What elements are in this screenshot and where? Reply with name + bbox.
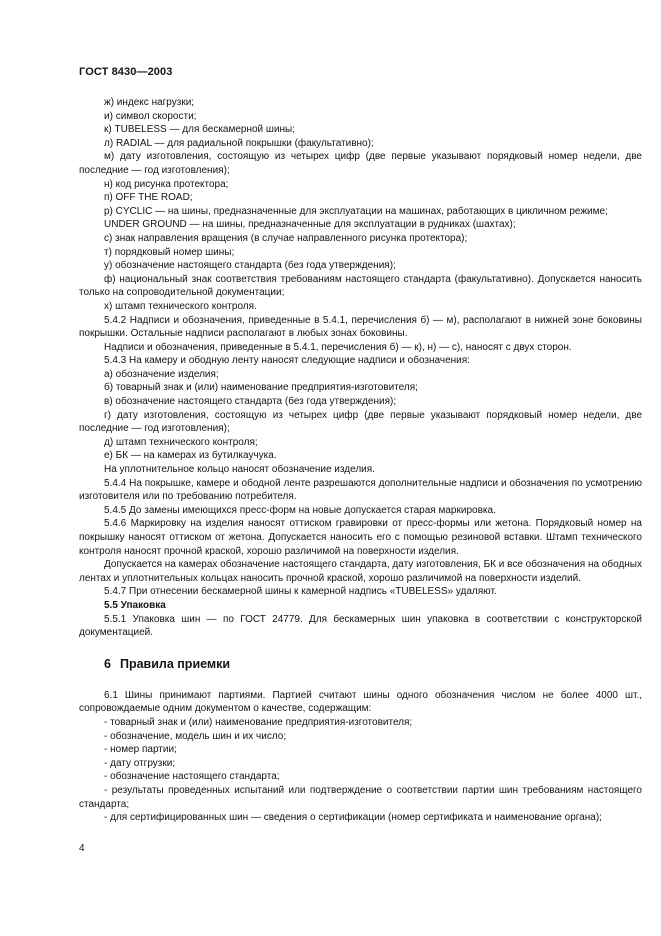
bullet-item: - обозначение, модель шин и их число; xyxy=(104,730,287,742)
paragraph-5-4-3: 5.4.3 На камеру и ободную ленту наносят следующие надписи и обозначения: xyxy=(104,355,470,367)
paragraph: Допускается на камерах обозначение настоящего стандарта, дату изготовления, БК и все обозначения на ободных лентах и уплотнительных кольцах наносить прочной краской, хорошо различимой на поверхности изделий. xyxy=(79,559,642,584)
section-title: Правила приемки xyxy=(119,656,231,671)
subsection-title: 5.5 Упаковка xyxy=(104,599,166,611)
paragraph-5-4-7: 5.4.7 При отнесении бескамерной шины к камерной надпись «TUBELESS» удаляют. xyxy=(104,586,497,598)
list-item: у) обозначение настоящего стандарта (без года утверждения); xyxy=(104,260,396,272)
paragraph: На уплотнительное кольцо наносят обозначение изделия. xyxy=(104,464,375,476)
list-item: п) OFF THE ROAD; xyxy=(104,192,193,204)
list-item: л) RADIAL — для радиальной покрышки (факультативно); xyxy=(104,137,374,149)
list-item: к) TUBELESS — для бескамерной шины; xyxy=(104,124,296,136)
bullet-item: - обозначение настоящего стандарта; xyxy=(104,771,280,783)
paragraph-5-4-6: 5.4.6 Маркировку на изделия наносят оттиском гравировки от пресс-формы или жетона. Порядковый номер на покрышку наносят оттиском от жетона. Допускается наносить его с помощью резиновой вставки. Штамп технического контроля наносят прочной краской, хорошо различимой на поверхности изделия. xyxy=(79,518,642,557)
list-item: в) обозначение настоящего стандарта (без года утверждения); xyxy=(104,396,397,408)
list-item: р) CYCLIC — на шины, предназначенные для эксплуатации на машинах, работающих в цикличном режиме; xyxy=(104,205,608,217)
list-item: д) штамп технического контроля; xyxy=(104,436,258,448)
list-item: а) обозначение изделия; xyxy=(104,368,219,380)
page-number: 4 xyxy=(79,843,85,854)
list-item: UNDER GROUND — на шины, предназначенные для эксплуатации в рудниках (шахтах); xyxy=(104,219,516,231)
list-item: м) дату изготовления, состоящую из четырех цифр (две первые указывают порядковый номер недели, две последние — год изготовления); xyxy=(79,151,642,176)
list-item: ж) индекс нагрузки; xyxy=(104,97,195,108)
bullet-item: - результаты проведенных испытаний или подтверждение о соответствии партии шин требованиям настоящего стандарта; xyxy=(79,784,642,810)
bullet-item: - номер партии; xyxy=(104,744,177,756)
bullet-item: - для сертифицированных шин — сведения о сертификации (номер сертификата и наименование органа); xyxy=(104,812,602,824)
document-header: ГОСТ 8430—2003 xyxy=(79,66,173,78)
paragraph-5-4-2: 5.4.2 Надписи и обозначения, приведенные в 5.4.1, перечисления б) — м), располагают в нижней зоне боковины покрышки. Остальные надписи располагают в любых зонах боковины. xyxy=(79,314,642,340)
list-item: н) код рисунка протектора; xyxy=(104,178,229,190)
list-item: т) порядковый номер шины; xyxy=(104,246,235,258)
list-item: и) символ скорости; xyxy=(104,110,197,122)
bullet-item: - дату отгрузки; xyxy=(104,757,176,769)
list-item: ф) национальный знак соответствия требованиям настоящего стандарта (факультативно). Допускается наносить только на сопроводительной документации; xyxy=(79,273,642,299)
paragraph-6-1: 6.1 Шины принимают партиями. Партией считают шины одного обозначения числом не более 4000 шт., сопровождаемые одним документом о качестве, содержащим: xyxy=(79,689,642,715)
paragraph: Надписи и обозначения, приведенные в 5.4.1, перечисления б) — к), н) — с), наносят с двух сторон. xyxy=(104,341,572,353)
body-text xyxy=(79,96,642,825)
bullet-item: - товарный знак и (или) наименование предприятия-изготовителя; xyxy=(104,716,413,728)
section-number: 6 xyxy=(104,656,111,671)
paragraph-5-4-5: 5.4.5 До замены имеющихся пресс-форм на новые допускается старая маркировка. xyxy=(104,504,496,516)
section-heading xyxy=(104,656,642,672)
list-item: х) штамп технического контроля. xyxy=(104,300,257,312)
list-item: е) БК — на камерах из бутилкаучука. xyxy=(104,450,277,462)
paragraph-5-5-1: 5.5.1 Упаковка шин — по ГОСТ 24779. Для бескамерных шин упаковка в соответствии с конструкторской документацией. xyxy=(79,613,642,639)
list-item: с) знак направления вращения (в случае направленного рисунка протектора); xyxy=(104,232,468,244)
list-item: б) товарный знак и (или) наименование предприятия-изготовителя; xyxy=(104,382,418,394)
paragraph-5-4-4: 5.4.4 На покрышке, камере и ободной ленте разрешаются дополнительные надписи и обозначения по усмотрению изготовителя или по требованию потребителя. xyxy=(79,477,642,503)
list-item: г) дату изготовления, состоящую из четырех цифр (две первые указывают порядковый номер недели, две последние — год изготовления); xyxy=(79,409,642,435)
